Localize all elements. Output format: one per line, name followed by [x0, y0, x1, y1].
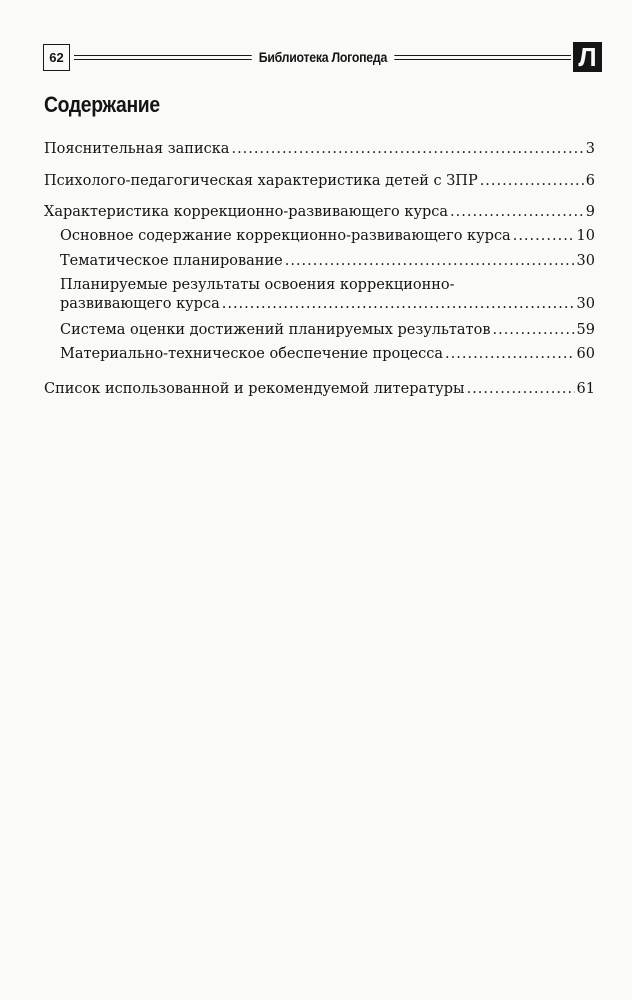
toc-entry-page: 60	[576, 346, 595, 362]
toc-entry-page: 30	[576, 253, 595, 269]
toc-leader-dots	[445, 345, 575, 363]
toc-entry-label: Список использованной и рекомендуемой литературы	[44, 381, 465, 397]
toc-entry-label: Характеристика коррекционно-развивающего курса	[44, 204, 449, 220]
toc-title: Содержание	[44, 92, 160, 117]
toc-entry-label-line1: Планируемые результаты освоения коррекционно-	[60, 277, 455, 293]
toc-entry-second-line	[60, 295, 595, 314]
toc-entry-page: 9	[585, 204, 595, 220]
toc-entry-label: Психолого-педагогическая характеристика детей с ЗПР	[44, 173, 478, 189]
toc-entry-label-line2: развивающего курса	[60, 296, 220, 312]
toc-entry-page: 30	[576, 296, 595, 312]
toc-entry-label: Тематическое планирование	[60, 253, 283, 269]
toc-leader-dots	[285, 252, 575, 270]
toc-leader-dots	[450, 203, 584, 221]
toc-subentry[interactable]	[60, 321, 595, 339]
toc-leader-dots	[231, 140, 583, 158]
toc-subentry[interactable]	[60, 252, 595, 270]
toc-entry-label: Материально-техническое обеспечение процесса	[60, 346, 444, 362]
running-title	[74, 47, 571, 67]
toc-entry-label: Пояснительная записка	[44, 141, 230, 157]
toc-subentry[interactable]	[60, 345, 595, 363]
publisher-logo: Л	[573, 42, 602, 72]
toc-entry-page: 10	[576, 228, 595, 244]
toc-entry-page: 3	[585, 141, 595, 157]
toc-subentry[interactable]	[60, 276, 595, 314]
running-title-text: Библиотека Логопеда	[251, 47, 393, 67]
toc-leader-dots	[480, 172, 584, 190]
running-header	[43, 44, 601, 71]
toc-leader-dots	[222, 295, 575, 314]
toc-entry-page: 61	[576, 381, 595, 397]
toc-entry-page: 59	[576, 322, 595, 338]
toc-leader-dots	[492, 321, 574, 339]
toc-entry[interactable]	[44, 140, 595, 158]
toc-entry[interactable]	[44, 203, 595, 221]
page-number: 62	[43, 44, 70, 71]
toc-leader-dots	[467, 380, 575, 398]
toc-entry-label: Основное содержание коррекционно-развивающего курса	[60, 228, 511, 244]
toc-entry[interactable]	[44, 172, 595, 190]
toc-subentry[interactable]	[60, 227, 595, 245]
toc-entry[interactable]	[44, 380, 595, 398]
toc-entry-page: 6	[585, 173, 595, 189]
toc-entry-label: Система оценки достижений планируемых результатов	[60, 322, 491, 338]
toc-leader-dots	[513, 227, 575, 245]
